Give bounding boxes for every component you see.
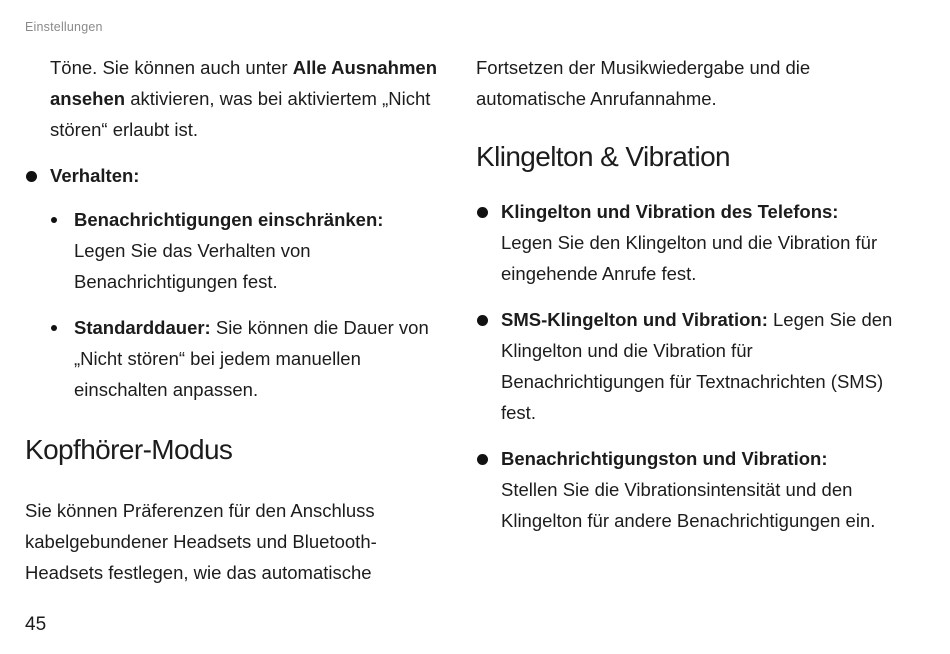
klingelton-heading: Klingelton & Vibration: [476, 141, 731, 172]
bullet-dot-icon: [26, 171, 37, 182]
list-item-label: SMS-Klingelton und Vibration:: [501, 309, 768, 330]
bullet-dot-icon: [477, 315, 488, 326]
left-column: [25, 52, 445, 588]
sub-item-text: Sie können die Dauer von „Nicht stören“ bei jedem manuellen einschalten anpassen.: [74, 317, 429, 400]
sub-item-benachrichtigungen: [25, 204, 445, 297]
intro-bold: Alle Ausnahmen ansehen: [50, 57, 437, 109]
list-item-text: Legen Sie den Klingelton und die Vibration für eingehende Anrufe fest.: [501, 232, 878, 284]
kopfhoerer-heading: Kopfhörer-Modus: [25, 434, 233, 465]
section-header: Einstellungen: [25, 20, 103, 34]
sub-item-standarddauer: [25, 312, 445, 405]
sub-item-text: Legen Sie das Verhalten von Benachrichtigungen fest.: [74, 240, 311, 292]
bullet-dot-icon: [477, 454, 488, 465]
sub-bullet-dot-icon: [51, 325, 57, 331]
verhalten-label: Verhalten:: [50, 165, 140, 186]
sub-item-label: Standarddauer:: [74, 317, 211, 338]
intro-text-2: aktivieren, was bei aktiviertem „Nicht stören“ erlaubt ist.: [50, 88, 431, 140]
list-item: [476, 196, 916, 289]
page-number: 45: [25, 614, 47, 635]
right-column: [476, 52, 916, 536]
list-item: [476, 304, 916, 428]
list-item: [476, 443, 916, 536]
intro-paragraph: [25, 52, 445, 145]
sub-bullet-dot-icon: [51, 217, 57, 223]
bullet-dot-icon: [477, 207, 488, 218]
sub-item-label: Benachrichtigungen einschränken:: [74, 209, 384, 230]
list-item-text: Stellen Sie die Vibrationsintensität und den Klingelton für andere Benachrichtigungen ein.: [501, 479, 876, 531]
continued-paragraph: Fortsetzen der Musikwiedergabe und die automatische Anrufannahme.: [476, 57, 811, 109]
intro-text-1: Töne. Sie können auch unter: [50, 57, 293, 78]
kopfhoerer-paragraph: Sie können Präferenzen für den Anschluss kabelgebundener Headsets und Bluetooth-Headsets festlegen, wie das automatische: [25, 500, 377, 583]
list-item-label: Klingelton und Vibration des Telefons:: [501, 201, 839, 222]
list-item-text: Legen Sie den Klingelton und die Vibration für Benachrichtigungen für Textnachrichten (SMS) fest.: [501, 309, 893, 423]
list-item-label: Benachrichtigungston und Vibration:: [501, 448, 828, 469]
verhalten-item: [25, 160, 445, 191]
